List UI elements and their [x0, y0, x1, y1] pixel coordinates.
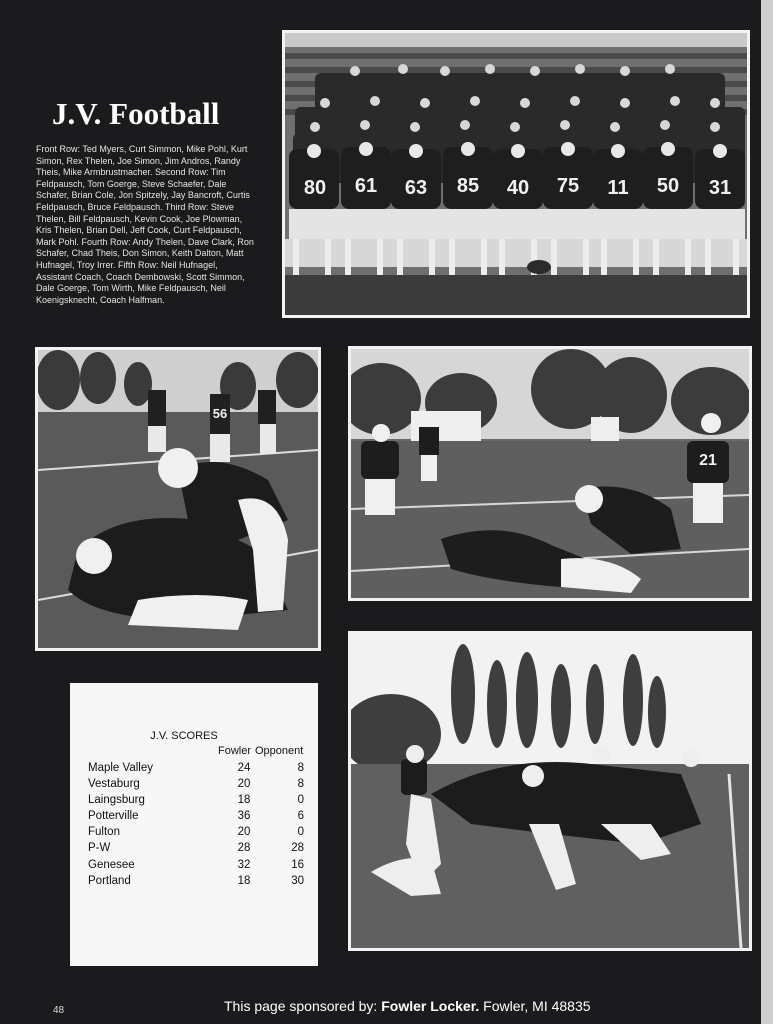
score-fowler: 36	[237, 810, 251, 823]
score-row	[88, 760, 306, 776]
team-jersey-number: 85	[456, 175, 480, 197]
score-opponent: 6	[297, 810, 304, 823]
score-opponent-name: Genesee	[88, 858, 135, 871]
action-jersey-number: 56	[212, 406, 228, 421]
sponsor-location: Fowler, MI 48835	[479, 998, 591, 1014]
team-jersey-number: 31	[708, 177, 732, 199]
score-opponent-name: Portland	[88, 874, 131, 887]
score-fowler: 20	[237, 826, 251, 839]
team-jersey-number: 80	[303, 177, 327, 199]
team-photo	[282, 30, 750, 318]
sponsor-name: Fowler Locker.	[381, 998, 480, 1014]
score-fowler: 20	[237, 778, 251, 791]
score-opponent: 0	[297, 826, 304, 839]
score-opponent-name: Potterville	[88, 810, 139, 823]
score-fowler: 18	[237, 794, 251, 807]
score-fowler: 18	[237, 874, 251, 887]
action-photo-line-play	[348, 631, 752, 951]
score-row	[88, 824, 306, 840]
team-jersey-number: 50	[656, 175, 680, 197]
scores-heading: J.V. SCORES	[150, 730, 218, 742]
score-opponent: 8	[297, 762, 304, 774]
score-row	[88, 808, 306, 824]
score-fowler: 24	[237, 762, 251, 774]
scores-col-opponent: Opponent	[255, 745, 304, 757]
score-row	[88, 840, 306, 856]
score-row	[88, 776, 306, 792]
team-jersey-number: 11	[607, 177, 629, 199]
team-jersey-number: 63	[404, 177, 428, 199]
score-opponent-name: Fulton	[88, 826, 120, 839]
score-opponent: 16	[291, 858, 304, 871]
score-opponent: 0	[297, 794, 304, 807]
score-row	[88, 792, 306, 808]
score-opponent-name: Maple Valley	[88, 762, 153, 774]
scores-list	[88, 760, 306, 889]
action-photo-tackle	[35, 347, 321, 651]
team-roster-caption: Front Row: Ted Myers, Curt Simmon, Mike Pohl, Kurt Simon, Rex Thelen, Joe Simon, Jim Andros, Randy Theis, Mike Armbrustmacher. Second Row: Tim Feldpausch, Tom Goerge, Steve Schaefer, Dale Schafer, Brian Cole, Jon Spitzely, Jay Bancroft, Curtis Feldpausch, Bruce Feldpausch. Third Row: Steve Thelen, Bill Feldpausch, Kevin Cook, Joe Plowman, Kris Thelen, Brian Dell, Jeff Cook, Curt Feldpausch, Mark Pohl. Fourth Row: Andy Thelen, Dave Clark, Ron Schafer, Chad Theis, Don Simon, Keith Dalton, Matt Hufnagel, Troy Irrer. Fifth Row: Neil Hufnagel, Assistant Coach, Coach Dembowski, Scott Simmon, Dale Goerge, Tom Wirth, Mike Feldpausch, Neil Koenigsknecht, Coach Halfman.	[36, 144, 254, 305]
score-row	[88, 873, 306, 889]
action-photo-pileup	[348, 346, 752, 601]
team-jersey-number: 61	[354, 175, 378, 197]
score-fowler: 28	[237, 842, 251, 855]
score-opponent-name: P-W	[88, 842, 111, 855]
score-opponent: 30	[291, 874, 304, 887]
page-edge	[761, 0, 773, 1024]
page-title: J.V. Football	[52, 96, 220, 131]
page-number: 48	[53, 1005, 65, 1016]
score-fowler: 32	[237, 858, 251, 871]
team-jersey-number: 40	[506, 177, 530, 199]
team-jersey-number: 75	[556, 175, 580, 197]
score-opponent-name: Laingsburg	[88, 794, 145, 807]
score-opponent: 8	[297, 778, 304, 791]
scores-col-fowler: Fowler	[218, 745, 252, 757]
score-opponent: 28	[291, 842, 304, 855]
score-opponent-name: Vestaburg	[88, 778, 140, 791]
sponsor-line	[224, 998, 591, 1014]
score-row	[88, 857, 306, 873]
jv-scores-box	[70, 683, 318, 966]
action-jersey-number: 21	[699, 452, 717, 469]
sponsor-prefix: This page sponsored by:	[224, 998, 382, 1014]
